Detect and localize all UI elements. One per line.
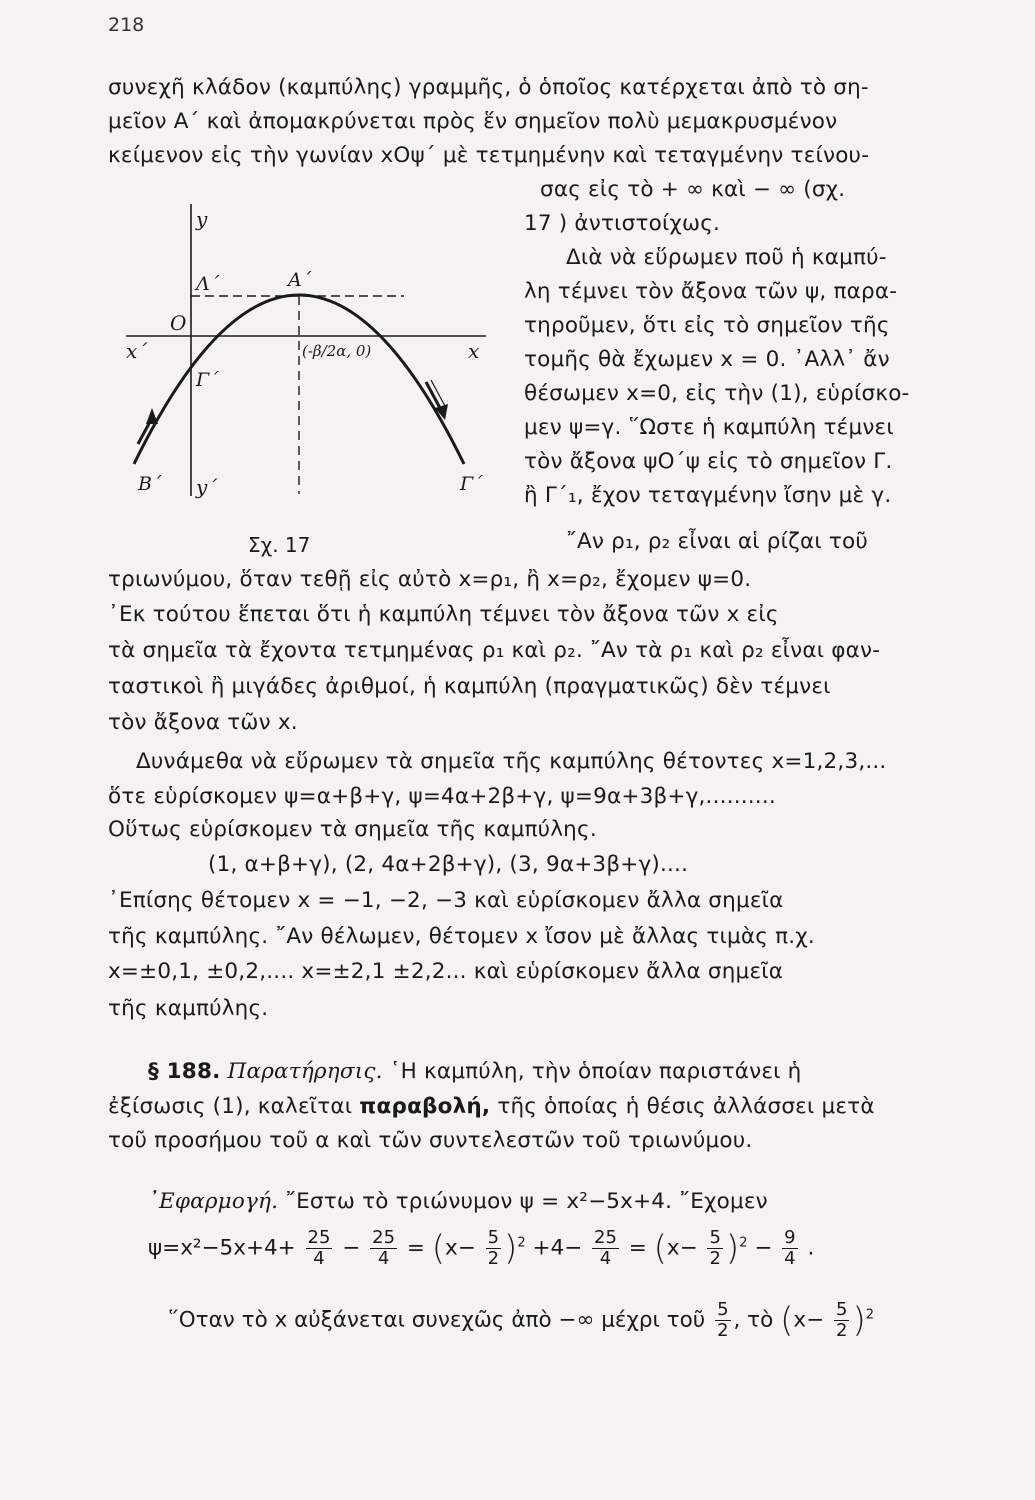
- eq-part: x−: [793, 1307, 825, 1333]
- text-line: σας εἰς τὸ + ∞ καὶ − ∞ (σχ.: [540, 177, 846, 202]
- text-line: 17 ) ἀντιστοίχως.: [524, 211, 721, 236]
- text-line: τοῦ προσήμου τοῦ α καὶ τῶν συντελεστῶν τοῦ τριωνύμου.: [108, 1128, 753, 1153]
- text-line: Δυνάμεθα νὰ εὕρωμεν τὰ σημεῖα τῆς καμπύλης θέτοντες x=1,2,3,...: [136, 749, 887, 774]
- text-line: τῆς καμπύλης. ῎Αν θέλωμεν, θέτομεν x ἴσον μὲ ἄλλας τιμὰς π.χ.: [108, 924, 815, 949]
- application-title: ᾿Εφαρμογή.: [148, 1189, 279, 1214]
- fraction: $\frac{25}{4}$: [307, 1227, 331, 1269]
- fraction: $\frac{5}{2}$: [487, 1227, 500, 1269]
- label-x-prime: x΄: [126, 339, 148, 363]
- text-line: ῎Αν ρ₁, ρ₂ εἶναι αἱ ρίζαι τοῦ: [566, 529, 869, 554]
- page-number: 218: [108, 14, 145, 36]
- text-line: x=±0,1, ±0,2,.... x=±2,1 ±2,2... καὶ εὑρίσκομεν ἄλλα σημεῖα: [108, 959, 784, 984]
- label-lambda-prime: Λ΄: [196, 273, 220, 295]
- fraction: $\frac{5}{2}$: [709, 1227, 721, 1269]
- text-line: τῆς καμπύλης.: [108, 996, 269, 1021]
- text-line: ἢ Γ΄₁, ἔχον τεταγμένην ἴσην μὲ γ.: [524, 483, 892, 508]
- eq-part: +4−: [532, 1235, 583, 1261]
- text-line: Οὕτως εὑρίσκομεν τὰ σημεῖα τῆς καμπύλης.: [108, 817, 597, 842]
- text-line: ταστικοὶ ἢ μιγάδες ἀριθμοί, ἡ καμπύλη (πραγματικῶς) δὲν τέμνει: [108, 674, 831, 699]
- arrow-up-left-icon: [138, 408, 158, 446]
- label-gamma-prime-right: Γ΄: [460, 473, 483, 495]
- figure-caption: Σχ. 17: [248, 533, 311, 557]
- text-line: ὅτε εὑρίσκομεν ψ=α+β+γ, ψ=4α+2β+γ, ψ=9α+3β+γ,..........: [108, 784, 776, 809]
- text-line: (1, α+β+γ), (2, 4α+2β+γ), (3, 9α+3β+γ)....: [208, 852, 689, 877]
- eq-part: =: [406, 1235, 425, 1261]
- text-line: λη τέμνει τὸν ἄξονα τῶν ψ, παρα-: [524, 279, 898, 304]
- label-y: y: [196, 207, 208, 231]
- label-vertex-coordinate: (-β/2α, 0): [302, 342, 372, 360]
- application-text: ῎Εστω τὸ τριώνυμον ψ = x²−5x+4. ῎Εχομεν: [285, 1189, 768, 1214]
- section-number: § 188.: [148, 1059, 221, 1084]
- label-b-prime: Β΄: [138, 473, 162, 495]
- section-title: Παρατήρησις.: [227, 1059, 383, 1084]
- eq-part: ψ=x²−5x+4+: [148, 1235, 296, 1261]
- parabola-figure: [108, 196, 518, 556]
- eq-part: , τὸ: [733, 1307, 774, 1333]
- eq-part: x−: [666, 1235, 698, 1261]
- label-vertex-a-prime: Α΄: [288, 269, 312, 291]
- eq-part: −: [342, 1235, 361, 1261]
- eq-part: x−: [445, 1235, 476, 1261]
- text-line: τὰ σημεῖα τὰ ἔχοντα τετμημένας ρ₁ καὶ ρ₂. ῎Αν τὰ ρ₁ καὶ ρ₂ εἶναι φαν-: [108, 638, 881, 663]
- section-text: ἐξίσωσις (1), καλεῖται: [108, 1094, 353, 1119]
- section-text: τῆς ὁποίας ἡ θέσις ἀλλάσσει μετὰ: [497, 1094, 875, 1119]
- text-line: ᾿Επίσης θέτομεν x = −1, −2, −3 καὶ εὑρίσκομεν ἄλλα σημεῖα: [108, 888, 784, 913]
- label-x: x: [468, 339, 480, 363]
- eq-part: −: [754, 1235, 773, 1261]
- label-gamma-prime-axis: Γ΄: [196, 369, 219, 391]
- fraction: $\frac{5}{2}$: [836, 1299, 848, 1341]
- text-line: τηροῦμεν, ὅτι εἰς τὸ σημεῖον τῆς: [524, 313, 890, 338]
- text-line: θέσωμεν x=0, εἰς τὴν (1), εὑρίσκο-: [524, 381, 910, 406]
- fraction: $\frac{9}{4}$: [784, 1227, 796, 1269]
- text-line: τὸν ἄξονα ψΟ΄ψ εἰς τὸ σημεῖον Γ.: [524, 449, 893, 474]
- text-line: τομῆς θὰ ἔχωμεν x = 0. ᾿Αλλ᾿ ἄν: [524, 347, 890, 372]
- last-line: ῞Οταν τὸ x αὐξάνεται συνεχῶς ἀπὸ −∞ μέχρι τοῦ $\frac{5}{2}$ , τὸ (x− $\frac{5}{2}$ )$^2$: [168, 1299, 874, 1341]
- text-line: μεῖον Α΄ καὶ ἀπομακρύνεται πρὸς ἕν σημεῖον πολὺ μεμακρυσμένον: [108, 109, 838, 134]
- eq-part: =: [628, 1235, 647, 1261]
- term-parabola: παραβολή,: [359, 1094, 491, 1119]
- eq-part: ῞Οταν τὸ x αὐξάνεται συνεχῶς ἀπὸ −∞ μέχρι τοῦ: [168, 1307, 706, 1333]
- label-y-prime: y΄: [196, 475, 218, 499]
- section-line: [108, 1092, 875, 1122]
- text-line: ᾿Εκ τούτου ἕπεται ὅτι ἡ καμπύλη τέμνει τὸν ἄξονα τῶν x εἰς: [108, 602, 779, 627]
- equation-completing-square: ψ=x²−5x+4+ $\frac{25}{4}$ − $\frac{25}{4}$ = (x− $\frac{5}{2}$ )$^2$ +4− $\frac{25}{4}$ = (x− $\frac{5}{2}$ )$^2$ − $\frac{9}{4}$ .: [148, 1227, 815, 1269]
- text-line: Διὰ νὰ εὕρωμεν ποῦ ἡ καμπύ-: [566, 245, 887, 270]
- section-paragraph: [148, 1057, 801, 1087]
- application-heading-line: [148, 1187, 768, 1217]
- fraction: $\frac{25}{4}$: [594, 1227, 617, 1269]
- section-text: ῾Η καμπύλη, τὴν ὁποίαν παριστάνει ἡ: [389, 1059, 802, 1084]
- text-line: τὸν ἄξονα τῶν x.: [108, 710, 298, 735]
- fraction: $\frac{25}{4}$: [372, 1227, 396, 1269]
- fraction: $\frac{5}{2}$: [717, 1299, 729, 1341]
- text-line: κείμενον εἰς τὴν γωνίαν xOψ΄ μὲ τετμημένην καὶ τεταγμένην τείνου-: [108, 143, 870, 168]
- label-origin: O: [170, 311, 187, 335]
- text-line: συνεχῆ κλάδον (καμπύλης) γραμμῆς, ὁ ὁποῖος κατέρχεται ἀπὸ τὸ ση-: [108, 75, 869, 100]
- text-line: μεν ψ=γ. ῞Ωστε ἡ καμπύλη τέμνει: [524, 415, 894, 440]
- text-line: τριωνύμου, ὅταν τεθῇ εἰς αὐτὸ x=ρ₁, ἢ x=ρ₂, ἔχομεν ψ=0.: [108, 567, 752, 592]
